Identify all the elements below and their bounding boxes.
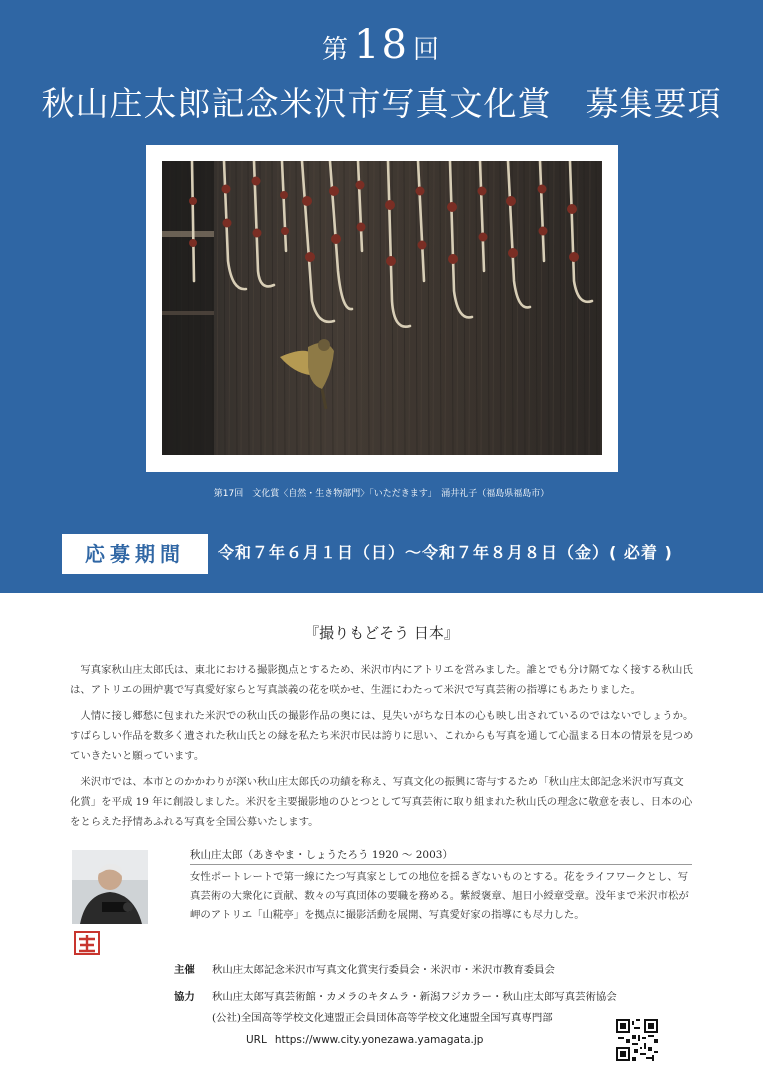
edition-number: 18	[354, 22, 409, 68]
bio-name: 秋山庄太郎（あきやま・しょうたろう 1920 〜 2003）	[190, 849, 453, 861]
application-period-label: 応募期間	[62, 534, 208, 574]
intro-text	[70, 660, 694, 838]
portrait-photo	[72, 850, 148, 924]
cooperation-label: 協力	[174, 991, 195, 1003]
portrait-illustration	[72, 850, 148, 924]
cooperation-row-2	[174, 1008, 617, 1029]
featured-photo-frame	[146, 145, 618, 472]
application-period-dates: 令和７年６月１日（日）〜令和７年８月８日（金）( 必着 )	[218, 543, 673, 562]
intro-paragraph: 米沢市では、本市とのかかわりが深い秋山庄太郎氏の功績を称え、写真文化の振興に寄与するため「秋山庄太郎記念米沢市写真文化賞」を平成 19 年に創設しました。米沢を主要撮影地のひとつとして写真芸術に取り組まれた秋山氏の理念に敬意を表し、日本の心をとらえた抒情あふれる写真を全国公募いたします。	[70, 776, 693, 828]
website-url[interactable]	[246, 1034, 483, 1046]
slogan: 『撮りもどそう 日本』	[304, 624, 459, 642]
featured-photo	[162, 161, 602, 455]
cooperation-row	[174, 987, 617, 1008]
photo-caption: 第17回 文化賞〈自然・生き物部門〉「いただきます」 涌井礼子（福島県福島市）	[213, 489, 550, 499]
seal-stamp-icon	[74, 931, 100, 955]
organizer-row	[174, 960, 617, 981]
cooperation-text-2: (公社)全国高等学校文化連盟正会員団体高等学校文化連盟全国写真専門部	[212, 1012, 553, 1024]
intro-paragraph: 写真家秋山庄太郎氏は、東北における撮影拠点とするため、米沢市内にアトリエを営みました。誰とでも分け隔てなく接する秋山氏は、アトリエの囲炉裏で写真愛好家らと写真談義の花を咲かせ、生涯にわたって米沢で写真芸術の指導にもあたりました。	[70, 664, 693, 696]
bio-text: 女性ポートレートで第一線にたつ写真家としての地位を揺るぎないものとする。花をライフワークとし、写真芸術の大衆化に貢献、数々の写真団体の要職を務める。紫綬褒章、旭日小綬章受章。没年まで米沢市松が岬のアトリエ「山糀亭」を拠点に撮影活動を展開、写真愛好家の指導にも尽力した。	[190, 871, 689, 921]
edition-heading	[0, 22, 763, 68]
edition-suffix: 回	[412, 35, 441, 65]
edition-prefix: 第	[322, 35, 351, 65]
bio-divider	[190, 864, 692, 865]
persimmon-bird-illustration	[162, 161, 602, 455]
intro-paragraph: 人情に接し郷愁に包まれた米沢での秋山氏の撮影作品の奥には、見失いがちな日本の心も映し出されているのではないでしょうか。すばらしい作品を数多く遺された秋山氏との縁を私たち米沢市民は誇りに思い、これからも写真を通して心温まる日本の情景を見つめていきたいと願っています。	[70, 710, 694, 762]
organizer-text: 秋山庄太郎記念米沢市写真文化賞実行委員会・米沢市・米沢市教育委員会	[212, 964, 555, 976]
cooperation-text: 秋山庄太郎写真芸術館・カメラのキタムラ・新潟フジカラー・秋山庄太郎写真芸術協会	[212, 991, 617, 1003]
organizer-label: 主催	[174, 964, 195, 976]
credits	[174, 960, 617, 1029]
page-title: 秋山庄太郎記念米沢市写真文化賞 募集要項	[41, 84, 722, 123]
url-link[interactable]: https://www.city.yonezawa.yamagata.jp	[274, 1034, 484, 1046]
url-label: URL	[246, 1034, 267, 1046]
qr-code-icon[interactable]	[616, 1019, 658, 1061]
